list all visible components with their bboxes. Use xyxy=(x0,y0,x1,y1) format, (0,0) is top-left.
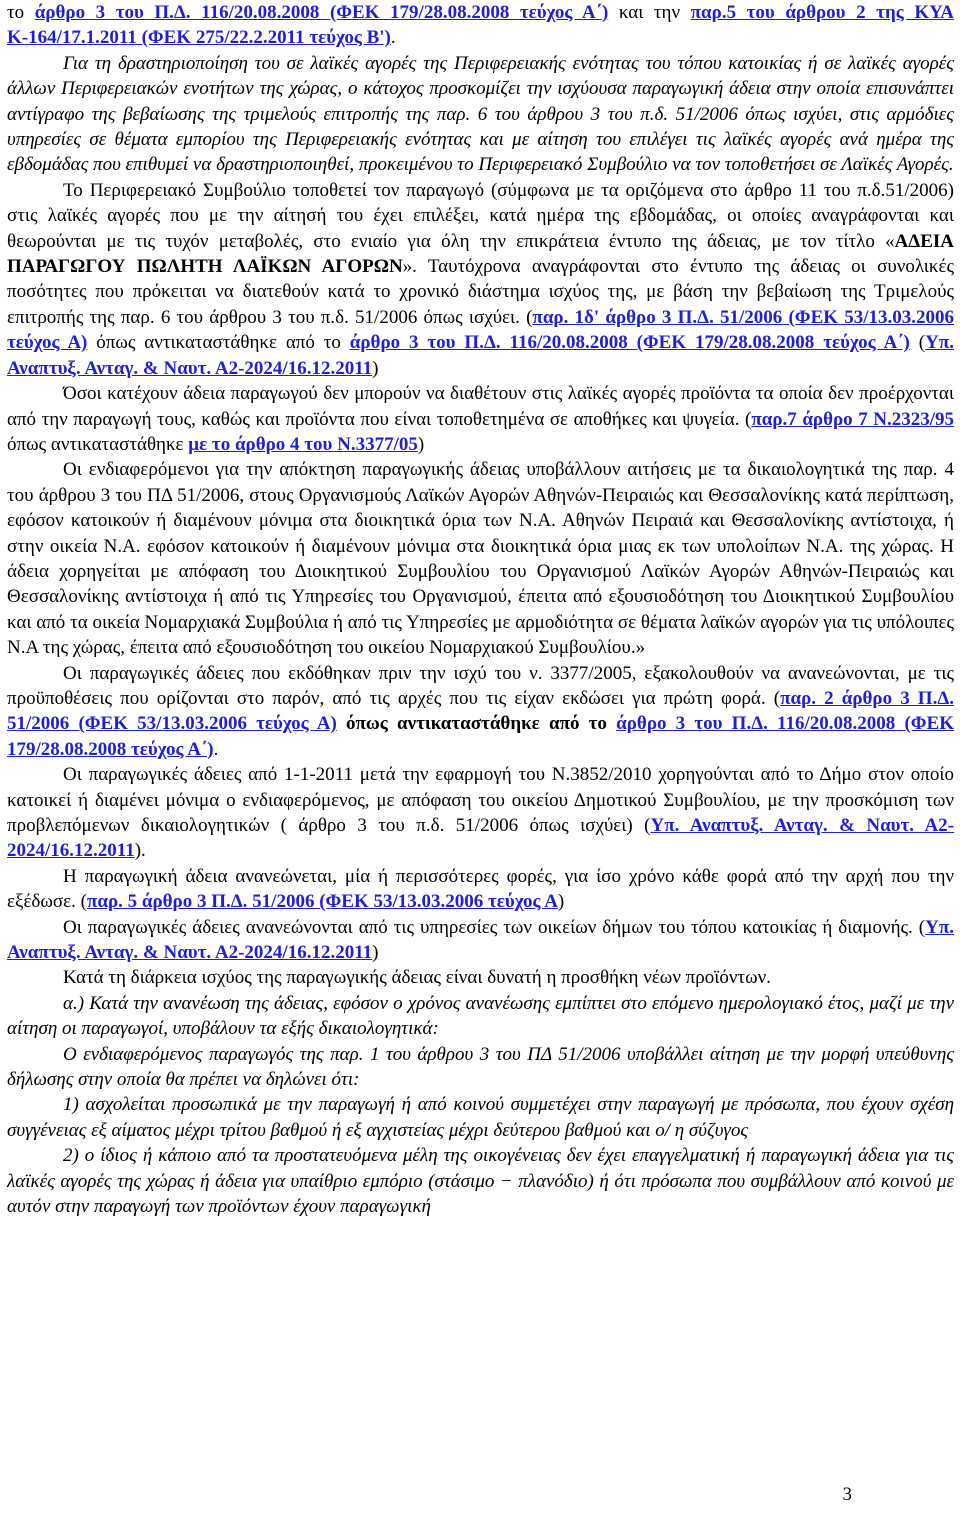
paragraph-1: το άρθρο 3 του Π.Δ. 116/20.08.2008 (ΦΕΚ 179/28.08.2008 τεύχος Α΄) και την παρ.5 του άρθρου 2 της ΚΥΑ Κ-164/17.1.2011 (ΦΕΚ 275/22.2.2011 τεύχος Β'). xyxy=(7,2,954,49)
paragraph-9: Οι παραγωγικές άδειες ανανεώνονται από τις υπηρεσίες των οικείων δήμων του τόπου κατοικίας ή διαμονής. (Υπ. Αναπτυξ. Ανταγ. & Ναυτ. Α2-2024/16.12.2011) xyxy=(7,916,954,964)
link-pd-51-2006-par5[interactable]: παρ. 5 άρθρο 3 Π.Δ. 51/2006 (ΦΕΚ 53/13.03.2006 τεύχος Α xyxy=(86,891,558,913)
link-pd-51-2006-par2[interactable]: παρ. 2 άρθρο 3 Π.Δ. 51/2006 (ΦΕΚ 53/13.03.2006 τεύχος Α) xyxy=(7,687,954,735)
paragraph-14: 2) ο ίδιος ή κάποιο από τα προστατευόμενα μέλη της οικογένειας δεν έχει επαγγελματική ή παραγωγική άδεια για τις λαϊκές αγορές της χώρας ή άδεια για υπαίθριο εμπόριο (στάσιμο − πλανόδιο) ή ότι πρόσωπα που συμβάλλουν από κοινού με αυτόν στην παραγωγή των προϊόντων έχουν παραγωγική xyxy=(7,1145,954,1218)
paragraph-8: Η παραγωγική άδεια ανανεώνεται, μία ή περισσότερες φορές, για ίσο χρόνο κάθε φορά από την αρχή που την εξέδωσε. (παρ. 5 άρθρο 3 Π.Δ. 51/2006 (ΦΕΚ 53/13.03.2006 τεύχος Α) xyxy=(7,865,954,913)
page-number: 3 xyxy=(842,1484,852,1505)
paragraph-4: Όσοι κατέχουν άδεια παραγωγού δεν μπορούν να διαθέτουν στις λαϊκές αγορές προϊόντα τα οποία δεν προέρχονται από την παραγωγή τους, καθώς και προϊόντα που είναι τοποθετημένα σε αποθήκες και ψυγεία. (παρ.7 άρθρο 7 Ν.2323/95 όπως αντικαταστάθηκε με το άρθρο 4 του Ν.3377/05) xyxy=(7,383,955,455)
link-pd-116-2008[interactable]: άρθρο 3 του Π.Δ. 116/20.08.2008 (ΦΕΚ 179/28.08.2008 τεύχος Α΄) xyxy=(34,2,609,23)
paragraph-7: Οι παραγωγικές άδειες από 1-1-2011 μετά την εφαρμογή του Ν.3852/2010 χορηγούνται από το Δήμο στον οποίο κατοικεί ή διαμένει μόνιμα ο ενδιαφερόμενος, με απόφαση του οικείου Δημοτικού Συμβουλίου, με την προσκόμιση των προβλεπόμενων δικαιολογητικών ( άρθρο 3 του π.δ. 51/2006 όπως ισχύει) (Υπ. Αναπτυξ. Ανταγ. & Ναυτ. Α2-2024/16.12.2011). xyxy=(7,764,954,862)
paragraph-6: Οι παραγωγικές άδειες που εκδόθηκαν πριν την ισχύ του ν. 3377/2005, εξακολουθούν να ανανεώνονται, με τις προϋποθέσεις που ορίζονται στο παρόν, από τις αρχές που τις είχαν εκδώσει για πρώτη φορά. (παρ. 2 άρθρο 3 Π.Δ. 51/2006 (ΦΕΚ 53/13.03.2006 τεύχος Α) όπως αντικαταστάθηκε από το άρθρο 3 του Π.Δ. 116/20.08.2008 (ΦΕΚ 179/28.08.2008 τεύχος Α΄). xyxy=(7,662,954,760)
link-pd-116-2008[interactable]: άρθρο 3 του Π.Δ. 116/20.08.2008 (ΦΕΚ 179/28.08.2008 τεύχος Α΄) xyxy=(7,713,954,760)
paragraph-13: 1) ασχολείται προσωπικά με την παραγωγή ή από κοινού συμμετέχει στην παραγωγή με πρόσωπα, που έχουν σχέση συγγένειας εξ αίματος μέχρι τρίτου βαθμού ή εξ αγχιστείας μέχρι δεύτερου βαθμού και ο/ η σύζυγος xyxy=(7,1094,954,1141)
link-pd-116-2008[interactable]: άρθρο 3 του Π.Δ. 116/20.08.2008 (ΦΕΚ 179/28.08.2008 τεύχος Α΄) xyxy=(349,332,910,354)
link-a2-2024-2011[interactable]: Υπ. Αναπτυξ. Ανταγ. & Ναυτ. Α2-2024/16.12.2011 xyxy=(7,332,954,379)
link-n2323-95[interactable]: παρ.7 άρθρο 7 Ν.2323/95 xyxy=(751,408,955,430)
link-a2-2024-2011[interactable]: Υπ. Αναπτυξ. Ανταγ. & Ναυτ. Α2-2024/16.12.2011 xyxy=(7,815,954,862)
link-pd-51-2006-par1d[interactable]: παρ. 1δ' άρθρο 3 Π.Δ. 51/2006 (ΦΕΚ 53/13.03.2006 τεύχος Α) xyxy=(7,306,954,354)
link-kya-k164-2011[interactable]: παρ.5 του άρθρου 2 της ΚΥΑ Κ-164/17.1.2011 (ΦΕΚ 275/22.2.2011 τεύχος Β') xyxy=(7,2,954,49)
license-title: ΑΔΕΙΑ ΠΑΡΑΓΩΓΟΥ ΠΩΛΗΤΗ ΛΑΪΚΩΝ ΑΓΟΡΩΝ xyxy=(7,230,954,278)
paragraph-2: Για τη δραστηριοποίηση του σε λαϊκές αγορές της Περιφερειακής ενότητας του τόπου κατοικίας ή σε λαϊκές αγορές άλλων Περιφερειακών ενοτήτων της χώρας, ο κάτοχος προσκομίζει την ισχύουσα παραγωγική άδεια στην οποία επισυνάπτει αντίγραφο της βεβαίωσης της τριμελούς επιτροπής της παρ. 6 του άρθρου 3 του π.δ. 51/2006 όπως ισχύει, στις αρμόδιες υπηρεσίες σε θέματα εμπορίου της Περιφερειακής ενότητας και με αίτηση του επιλέγει τις λαϊκές αγορές ανά ημέρα της εβδομάδας που επιθυμεί να δραστηριοποιηθεί, προκειμένου το Περιφερειακό Συμβούλιο να τον τοποθετήσει σε Λαϊκές Αγορές. xyxy=(7,52,954,176)
link-n3377-05[interactable]: με το άρθρο 4 του Ν.3377/05 xyxy=(188,433,418,455)
paragraph-11: α.) Κατά την ανανέωση της άδειας, εφόσον ο χρόνος ανανέωσης εμπίπτει στο επόμενο ημερολογιακό έτος, μαζί με την αίτηση οι παραγωγοί, υποβάλουν τα εξής δικαιολογητικά: xyxy=(7,992,954,1040)
link-a2-2024-2011[interactable]: Υπ. Αναπτυξ. Ανταγ. & Ναυτ. Α2-2024/16.12.2011 xyxy=(7,916,954,964)
paragraph-12: Ο ενδιαφερόμενος παραγωγός της παρ. 1 του άρθρου 3 του ΠΔ 51/2006 υποβάλλει αίτηση με την μορφή υπεύθυνης δήλωσης στην οποία θα πρέπει να δηλώνει ότι: xyxy=(7,1043,954,1091)
paragraph-3: Το Περιφερειακό Συμβούλιο τοποθετεί τον παραγωγό (σύμφωνα με τα οριζόμενα στο άρθρο 11 του π.δ.51/2006) στις λαϊκές αγορές που με την αίτησή του έχει επιλέξει, κατά ημέρα της εβδομάδας, οι οποίες αναγράφονται και θεωρούνται με τις τυχόν μεταβολές, στο ενιαίο για όλη την επικράτεια έντυπο της άδειας, με τον τίτλο «ΑΔΕΙΑ ΠΑΡΑΓΩΓΟΥ ΠΩΛΗΤΗ ΛΑΪΚΩΝ ΑΓΟΡΩΝ». Ταυτόχρονα αναγράφονται στο έντυπο της άδειας οι συνολικές ποσότητες που πρόκειται να διατεθούν κατά το χρονικό διάστημα ισχύος της, με βάση την βεβαίωση της Τριμελούς επιτροπής της παρ. 6 του άρθρου 3 του π.δ. 51/2006 όπως ισχύει. (παρ. 1δ' άρθρο 3 Π.Δ. 51/2006 (ΦΕΚ 53/13.03.2006 τεύχος Α) όπως αντικαταστάθηκε από το άρθρο 3 του Π.Δ. 116/20.08.2008 (ΦΕΚ 179/28.08.2008 τεύχος Α΄) (Υπ. Αναπτυξ. Ανταγ. & Ναυτ. Α2-2024/16.12.2011) xyxy=(7,179,954,379)
paragraph-5: Οι ενδιαφερόμενοι για την απόκτηση παραγωγικής άδειας υποβάλλουν αιτήσεις με τα δικαιολογητικά της παρ. 4 του άρθρου 3 του ΠΔ 51/2006, στους Οργανισμούς Λαϊκών Αγορών Αθηνών-Πειραιώς και Θεσσαλονίκης κατά περίπτωση, εφόσον κατοικούν ή διαμένουν μόνιμα στα διοικητικά όρια των Ν.Α. Αθηνών Πειραιά και Θεσσαλονίκης αντίστοιχα, ή στην οικεία Ν.Α. εφόσον κατοικούν ή διαμένουν μόνιμα στα διοικητικά όρια μιας εκ των υπολοίπων Ν.Α. της χώρας. Η άδεια χορηγείται με απόφαση του Διοικητικού Συμβουλίου του Οργανισμού Λαϊκών Αγορών Αθηνών-Πειραιώς και Θεσσαλονίκης αντίστοιχα ή από τις Υπηρεσίες του Οργανισμού, έπειτα από εξουσιοδότηση του Διοικητικού Συμβουλίου και από τα οικεία Νομαρχιακά Συμβούλια ή από τις Υπηρεσίες με αρμοδιότητα σε θέματα λαϊκών αγορών για τις υπόλοιπες Ν.Α της χώρας, έπειτα από εξουσιοδότηση του οικείου Νομαρχιακού Συμβουλίου.» xyxy=(7,459,954,659)
paragraph-10: Κατά τη διάρκεια ισχύος της παραγωγικής άδειας είναι δυνατή η προσθήκη νέων προϊόντων. xyxy=(63,967,771,989)
